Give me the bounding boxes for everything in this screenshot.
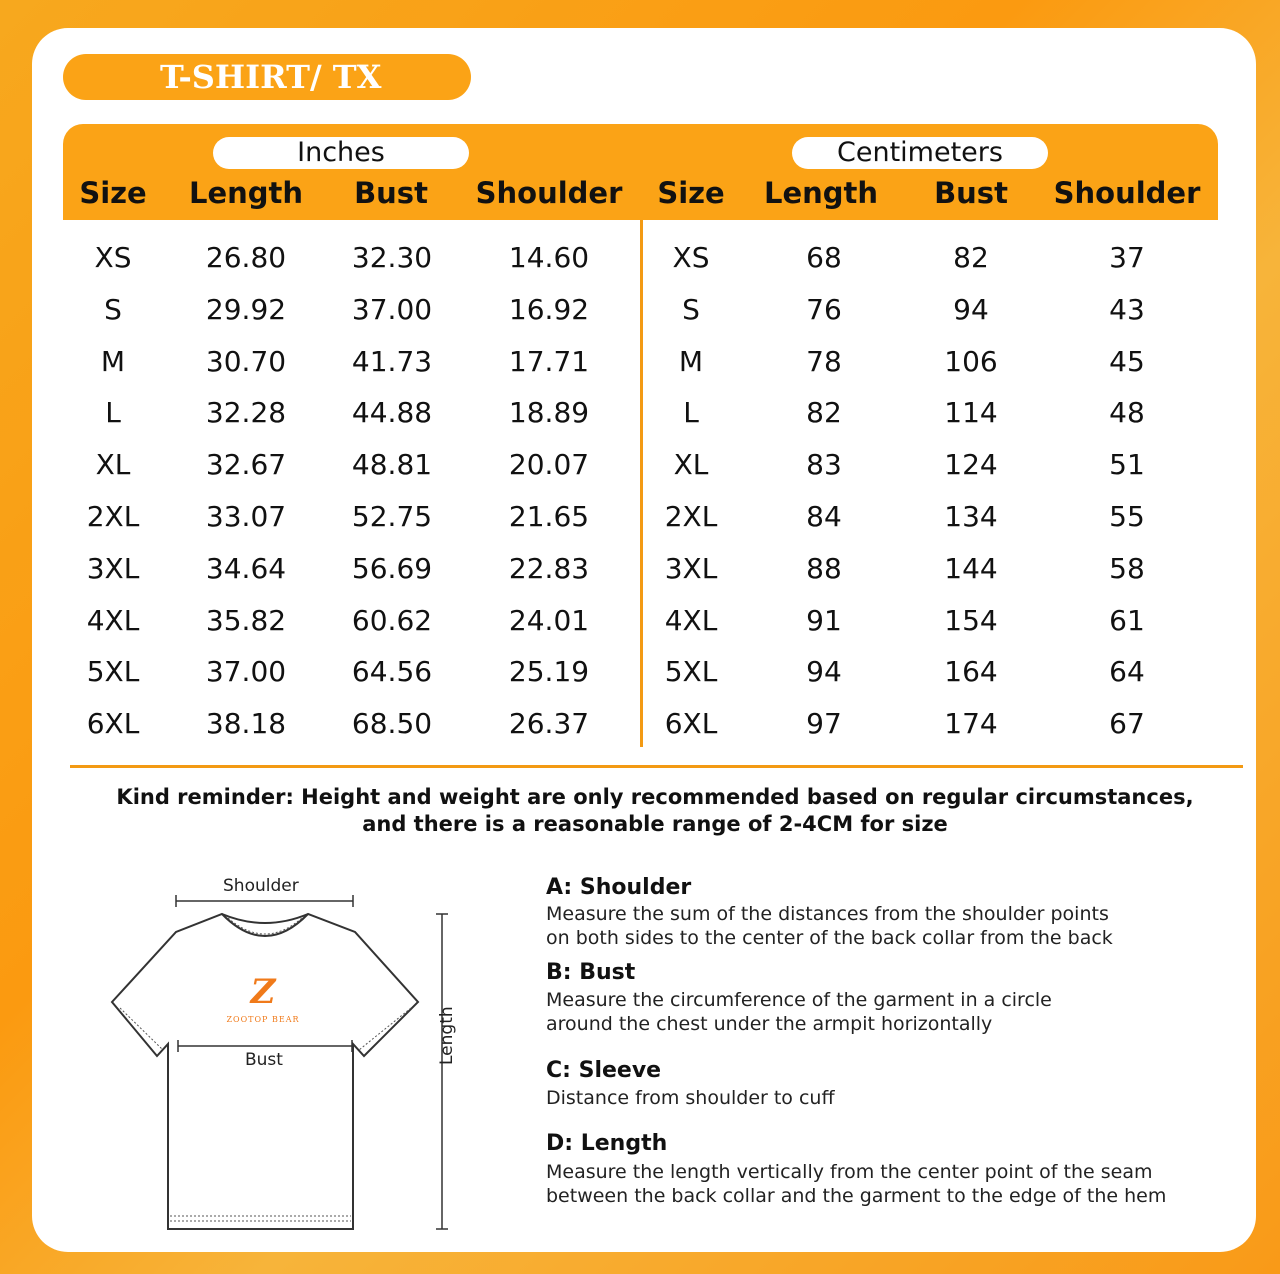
bust-definition-text [546,988,1236,1036]
cm-shoulder-cell: 58 [1109,552,1145,585]
cm-length-cell: 84 [806,500,842,533]
cm-bust-cell: 106 [944,345,998,378]
table-divider [640,220,643,747]
inches-length-cell: 33.07 [205,500,287,533]
cm-length-cell: 94 [806,655,842,688]
inches-length-cell: 38.18 [205,707,287,740]
cm-size-cell: 3XL [664,552,718,585]
inches-shoulder-cell: 22.83 [508,552,590,585]
cm-size-cell: L [683,396,699,429]
cm-size-header: Size [657,176,725,210]
cm-size-cell: S [682,293,700,326]
inches-shoulder-cell: 18.89 [508,396,590,429]
bust-definition-line-1: Measure the circumference of the garment in a circle [546,989,1052,1011]
cm-shoulder-cell: 64 [1109,655,1145,688]
kind-reminder [90,784,1220,838]
inches-size-cell: M [100,345,126,378]
length-definition-line-2: between the back collar and the garment to the edge of the hem [546,1185,1167,1207]
cm-size-cell: 2XL [664,500,718,533]
inches-bust-cell: 41.73 [351,345,433,378]
inches-shoulder-cell: 25.19 [508,655,590,688]
inches-shoulder-header: Shoulder [475,176,623,210]
inches-shoulder-cell: 24.01 [508,604,590,637]
inches-bust-cell: 56.69 [351,552,433,585]
inches-size-cell: 5XL [86,655,140,688]
cm-shoulder-cell: 55 [1109,500,1145,533]
cm-shoulder-cell: 67 [1109,707,1145,740]
inches-length-cell: 26.80 [205,241,287,274]
inches-size-cell: XS [94,241,132,274]
inches-shoulder-cell: 17.71 [508,345,590,378]
inches-bust-cell: 32.30 [351,241,433,274]
bust-label: Bust [245,1050,283,1070]
cm-size-cell: 5XL [664,655,718,688]
inches-size-cell: 3XL [86,552,140,585]
tshirt-diagram [100,860,480,1244]
cm-bust-cell: 82 [953,241,989,274]
inches-size-cell: 4XL [86,604,140,637]
bust-definition-line-2: around the chest under the armpit horizontally [546,1013,993,1035]
inches-bust-cell: 68.50 [351,707,433,740]
cm-bust-cell: 154 [944,604,998,637]
inches-shoulder-cell: 26.37 [508,707,590,740]
cm-shoulder-cell: 37 [1109,241,1145,274]
cm-size-cell: XL [673,448,709,481]
inches-shoulder-cell: 16.92 [508,293,590,326]
cm-shoulder-cell: 45 [1109,345,1145,378]
cm-shoulder-cell: 51 [1109,448,1145,481]
centimeters-unit-label: Centimeters [792,137,1048,169]
inches-size-cell: L [105,396,121,429]
cm-bust-cell: 124 [944,448,998,481]
inches-shoulder-cell: 14.60 [508,241,590,274]
cm-size-cell: 6XL [664,707,718,740]
tshirt-outline-icon [100,860,480,1240]
inches-size-header: Size [79,176,147,210]
page-title: T-SHIRT/ TX [160,58,382,96]
cm-bust-cell: 144 [944,552,998,585]
inches-bust-cell: 44.88 [351,396,433,429]
cm-length-header: Length [763,176,879,210]
sleeve-definition-title: C: Sleeve [546,1058,662,1083]
section-divider [70,765,1243,768]
cm-shoulder-cell: 61 [1109,604,1145,637]
length-definition-text [546,1160,1236,1208]
cm-bust-cell: 94 [953,293,989,326]
shoulder-definition-line-1: Measure the sum of the distances from the shoulder points [546,903,1109,925]
cm-length-cell: 83 [806,448,842,481]
cm-size-cell: XS [672,241,710,274]
inches-bust-cell: 37.00 [351,293,433,326]
cm-bust-cell: 134 [944,500,998,533]
shoulder-definition-title: A: Shoulder [546,875,692,900]
shoulder-label: Shoulder [223,876,299,896]
reminder-line-2: and there is a reasonable range of 2-4CM for size [362,812,948,836]
cm-length-cell: 68 [806,241,842,274]
inches-bust-cell: 52.75 [351,500,433,533]
cm-shoulder-header: Shoulder [1053,176,1201,210]
cm-size-cell: M [678,345,704,378]
cm-length-cell: 82 [806,396,842,429]
inches-size-cell: 2XL [86,500,140,533]
length-label: Length [437,1006,457,1065]
brand-logo-text: ZOOTOP BEAR [226,1015,300,1024]
inches-length-cell: 34.64 [205,552,287,585]
cm-length-cell: 88 [806,552,842,585]
inches-length-header: Length [188,176,304,210]
inches-length-cell: 32.28 [205,396,287,429]
inches-length-cell: 37.00 [205,655,287,688]
cm-bust-header: Bust [934,176,1008,210]
sleeve-definition-line-1: Distance from shoulder to cuff [546,1087,835,1109]
cm-bust-cell: 114 [944,396,998,429]
shoulder-definition-line-2: on both sides to the center of the back collar from the back [546,927,1113,949]
cm-length-cell: 97 [806,707,842,740]
cm-bust-cell: 174 [944,707,998,740]
length-definition-line-1: Measure the length vertically from the center point of the seam [546,1161,1153,1183]
cm-size-cell: 4XL [664,604,718,637]
inches-unit-label: Inches [213,137,469,169]
cm-shoulder-cell: 43 [1109,293,1145,326]
shoulder-definition-text [546,902,1236,950]
inches-length-cell: 29.92 [205,293,287,326]
cm-length-cell: 78 [806,345,842,378]
inches-length-cell: 30.70 [205,345,287,378]
inches-bust-cell: 48.81 [351,448,433,481]
inches-bust-cell: 64.56 [351,655,433,688]
cm-shoulder-cell: 48 [1109,396,1145,429]
inches-shoulder-cell: 21.65 [508,500,590,533]
inches-size-cell: XL [95,448,131,481]
inches-length-cell: 35.82 [205,604,287,637]
brand-logo-icon: Z [250,972,276,1012]
bust-definition-title: B: Bust [546,960,636,985]
inches-bust-header: Bust [354,176,428,210]
inches-shoulder-cell: 20.07 [508,448,590,481]
cm-bust-cell: 164 [944,655,998,688]
inches-size-cell: S [104,293,122,326]
inches-bust-cell: 60.62 [351,604,433,637]
cm-length-cell: 91 [806,604,842,637]
sleeve-definition-text [546,1086,1236,1110]
cm-length-cell: 76 [806,293,842,326]
reminder-line-1: Kind reminder: Height and weight are only recommended based on regular circumstances, [116,785,1194,809]
inches-size-cell: 6XL [86,707,140,740]
length-definition-title: D: Length [546,1131,668,1156]
inches-length-cell: 32.67 [205,448,287,481]
